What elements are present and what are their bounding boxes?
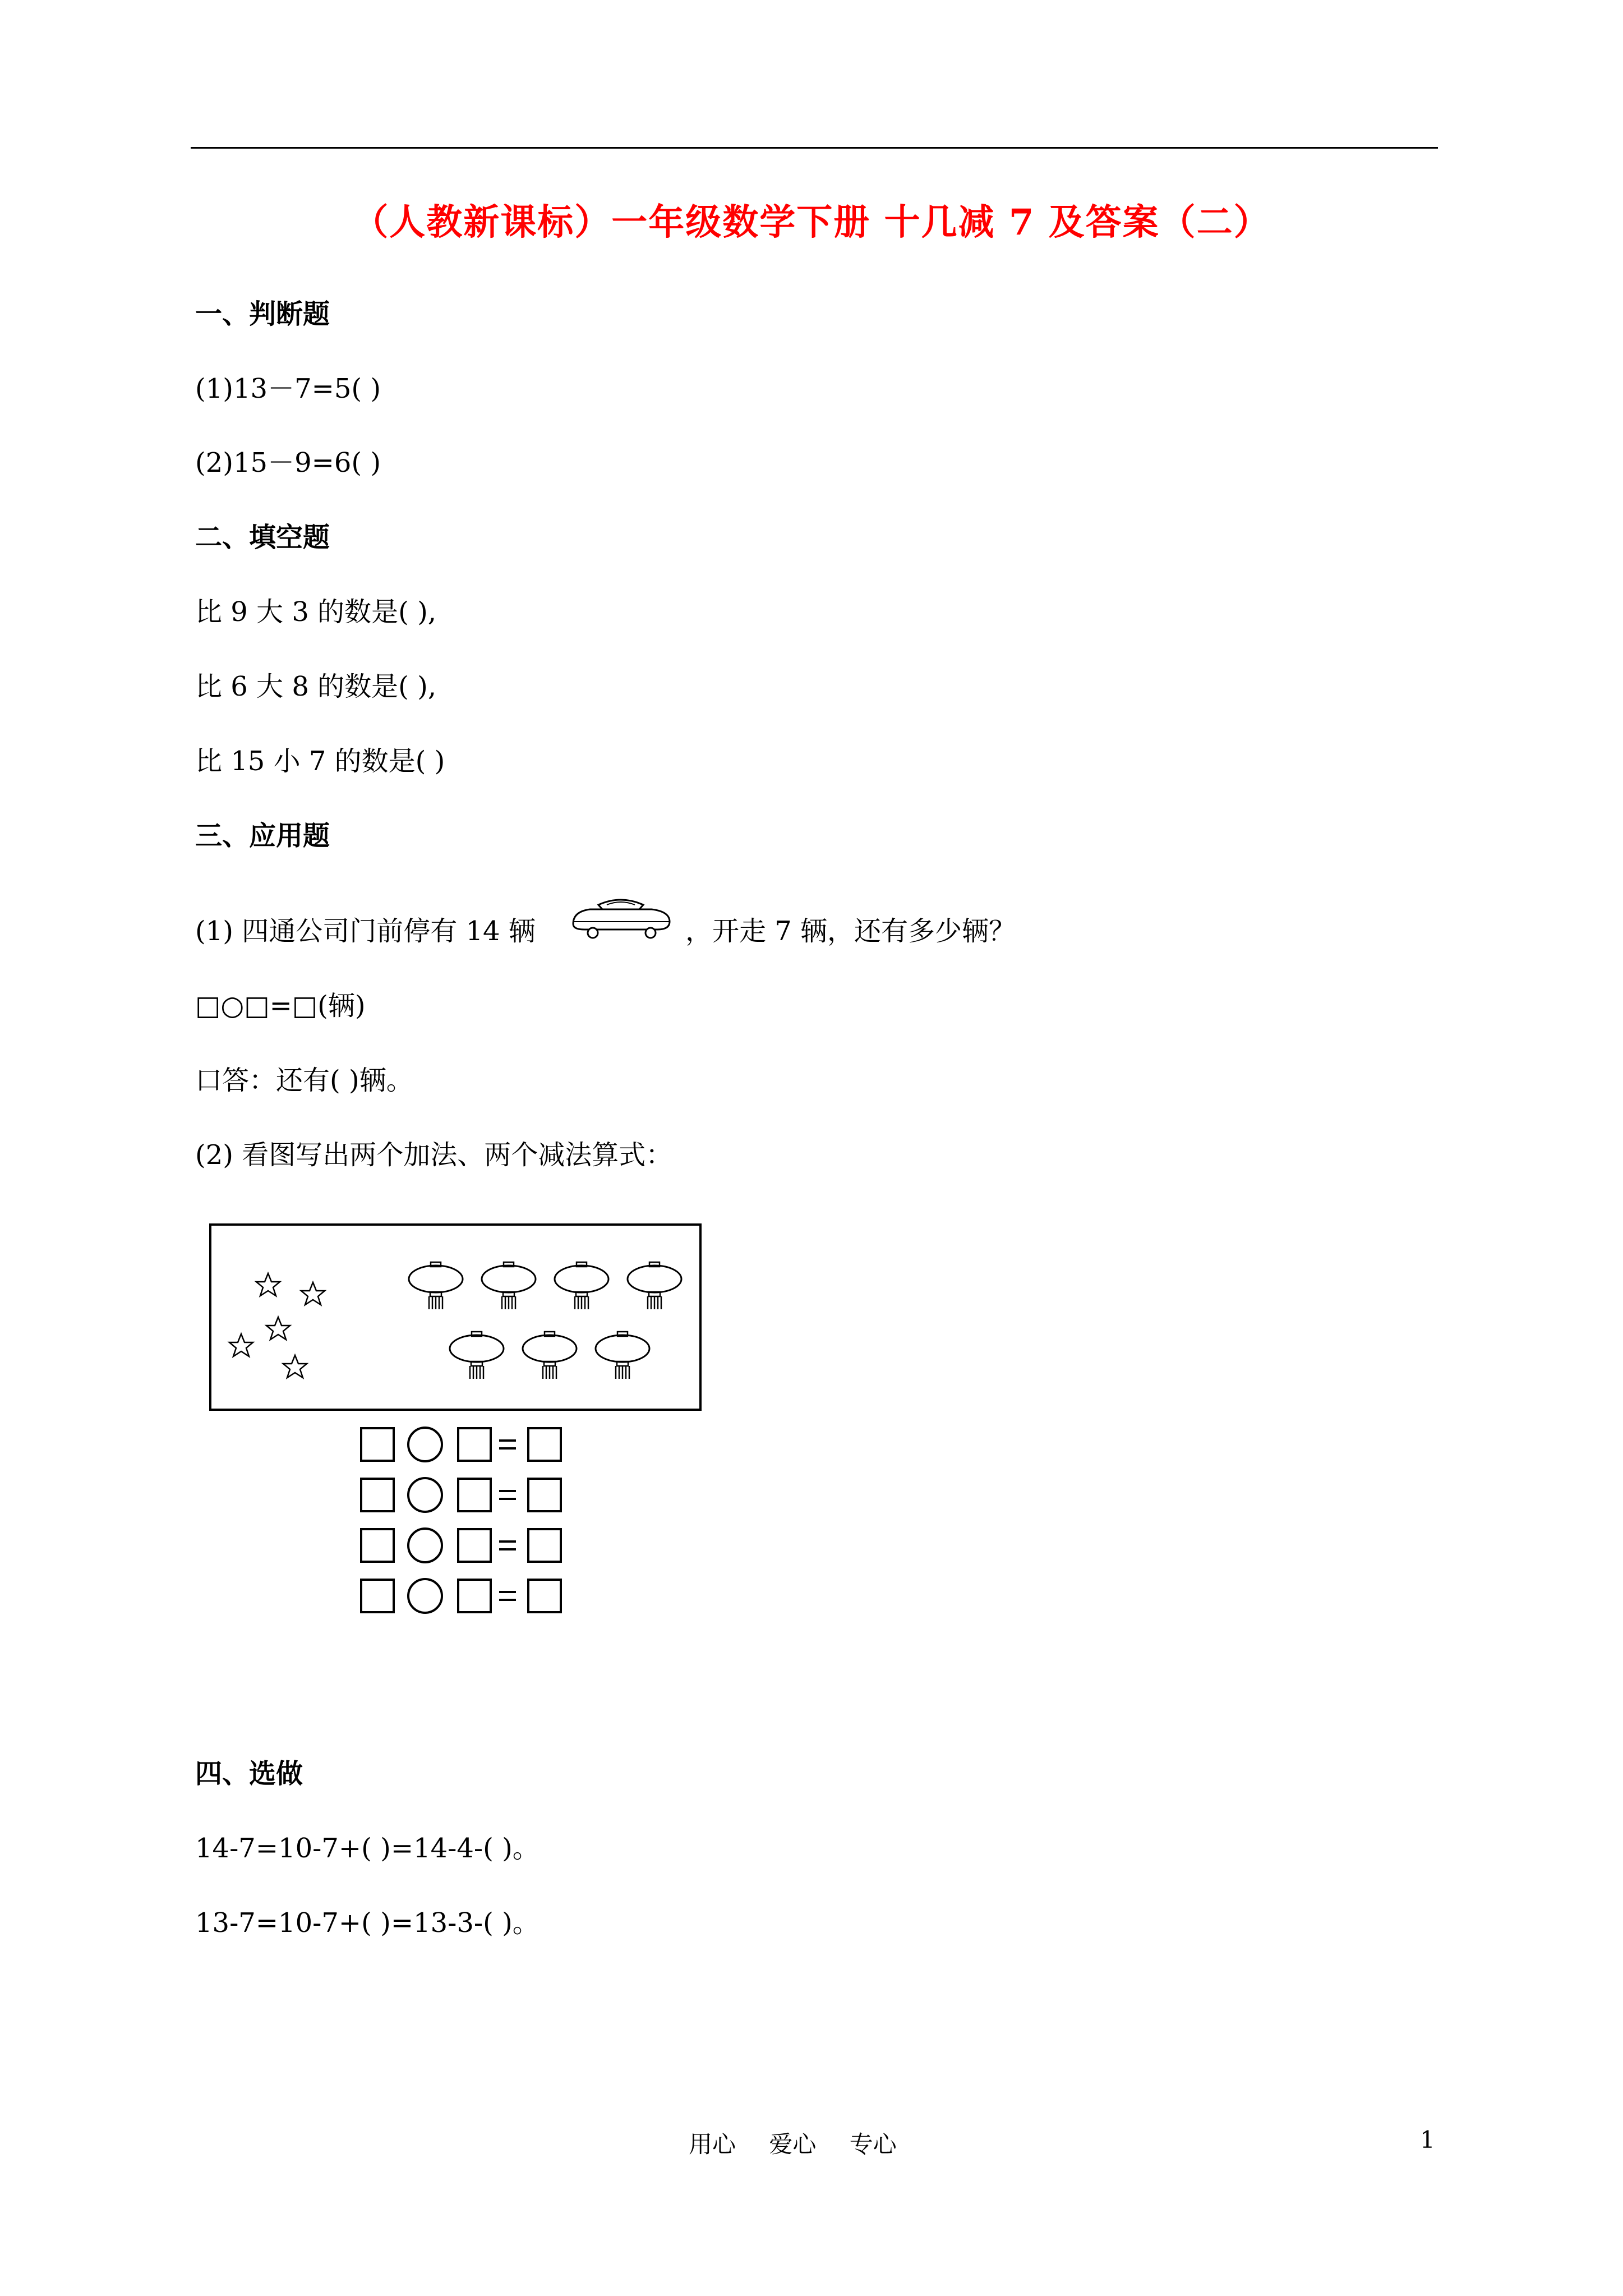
star-icon (256, 1273, 280, 1296)
app-q2-text: (2) 看图写出两个加法、两个减法算式： (195, 1139, 673, 1171)
equation-row (361, 1579, 561, 1613)
star-icon (229, 1334, 253, 1356)
footer-word-1: 用心 (689, 2131, 736, 2158)
star-icon (283, 1355, 307, 1378)
picture-box (209, 1223, 708, 1414)
footer (689, 2126, 923, 2160)
fill-item-2: 比 6 大 8 的数是( ), (195, 671, 437, 702)
equation-row (361, 1529, 561, 1562)
app-q1-formula: □○□=□(辆) (195, 990, 366, 1022)
fill-item-3: 比 15 小 7 的数是( ) (195, 746, 445, 777)
lantern-icon (482, 1262, 536, 1309)
page-title: （人教新课标）一年级数学下册 十几减 7 及答案（二） (352, 201, 1271, 243)
section1-heading: 一、判断题 (195, 298, 330, 330)
star-icon (266, 1317, 290, 1340)
footer-word-2: 爱心 (769, 2131, 817, 2158)
equation-row (361, 1428, 561, 1461)
equation-row (361, 1478, 561, 1512)
lantern-icon (628, 1262, 681, 1309)
lantern-icon (523, 1332, 577, 1379)
lantern-icon (409, 1262, 463, 1309)
lantern-icon (555, 1262, 608, 1309)
section4-heading: 四、选做 (195, 1758, 303, 1789)
optional-item-1: 14-7=10-7+( )=14-4-( )。 (195, 1833, 540, 1864)
fill-item-1: 比 9 大 3 的数是( ), (195, 596, 437, 628)
header-rule (191, 147, 1438, 149)
equation-grid (359, 1425, 572, 1627)
lantern-icon (596, 1332, 649, 1379)
section3-heading: 三、应用题 (195, 820, 330, 852)
app-q1-text-after: ，开走 7 辆，还有多少辆？ (685, 915, 1016, 947)
judge-item-2: (2)15－9=6( ) (195, 447, 381, 478)
page-number: 1 (1420, 2126, 1435, 2154)
section2-heading: 二、填空题 (195, 522, 330, 553)
app-q1-answer: 口答：还有( )辆。 (195, 1065, 413, 1096)
optional-item-2: 13-7=10-7+( )=13-3-( )。 (195, 1907, 540, 1939)
footer-word-3: 专心 (849, 2131, 897, 2158)
star-icon (301, 1282, 325, 1305)
car-icon (568, 889, 674, 942)
judge-item-1: (1)13－7=5( ) (195, 373, 381, 404)
lantern-icon (450, 1332, 504, 1379)
app-q1-text-before: (1) 四通公司门前停有 14 辆 (195, 915, 536, 947)
